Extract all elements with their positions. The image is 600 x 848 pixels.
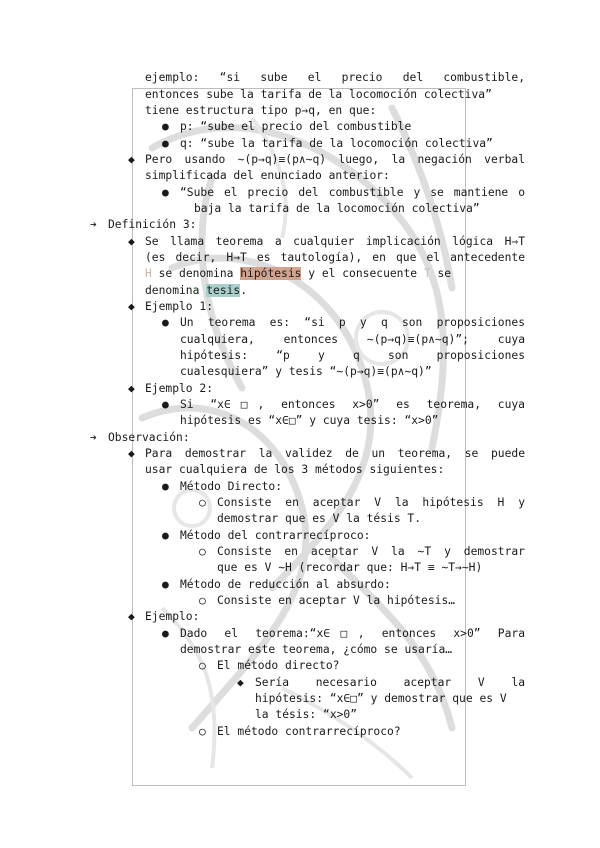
text-line: baja la tarifa de la locomoción colectiva” [194, 202, 480, 215]
antecedent-letter: H [145, 267, 152, 280]
text-line: El método directo? [217, 659, 340, 672]
circle-icon: ○ [199, 725, 206, 738]
diamond-icon: ◆ [237, 676, 244, 689]
example-heading: Ejemplo: [145, 610, 200, 623]
circle-icon: ○ [199, 545, 206, 558]
text-line: hipótesis: “x∈□” y demostrar que es V [255, 692, 507, 705]
text-line: hipótesis es “x∈□” y cuya tesis: “x>0” [180, 414, 439, 427]
bullet-icon: ● [162, 578, 169, 591]
text-line: El método contrarrecíproco? [217, 725, 401, 738]
text-line: hipótesis: “p y q son proposiciones [180, 349, 525, 362]
arrow-icon: ➔ [90, 431, 97, 444]
bullet-icon: ● [162, 120, 169, 133]
circle-icon: ○ [199, 594, 206, 607]
diamond-icon: ◆ [128, 610, 135, 623]
circle-icon: ○ [199, 659, 206, 672]
text-line: Sería necesario aceptar V la [255, 676, 525, 689]
text-line: Consiste en aceptar V la ∼T y demostrar [217, 545, 525, 558]
thesis-highlight: tesis [206, 284, 241, 297]
text-line: Si “x∈□, entonces x>0” es teorema, cuya [180, 398, 525, 411]
text-line: “Sube el precio del combustible y se mantiene o [180, 186, 525, 199]
diamond-icon: ◆ [128, 300, 135, 313]
text-line: demostrar este teorema, ¿cómo se usaría… [180, 643, 453, 656]
bullet-icon: ● [162, 137, 169, 150]
section-heading: Observación: [108, 431, 190, 444]
consequent-letter: T [423, 267, 431, 280]
text-line: denomina tesis. [145, 284, 248, 297]
text-line: ejemplo: “si sube el precio del combustible, [145, 71, 525, 84]
section-heading: Definición 3: [108, 218, 197, 231]
text-line: tiene estructura tipo p→q, en que: [145, 104, 377, 117]
method-heading: Método Directo: [180, 480, 283, 493]
bullet-icon: ● [162, 480, 169, 493]
diamond-icon: ◆ [128, 382, 135, 395]
diamond-icon: ◆ [128, 153, 135, 166]
text-line: Consiste en aceptar V la hipótesis… [217, 594, 456, 607]
bullet-icon: ● [162, 316, 169, 329]
text-line: p: “sube el precio del combustible [180, 120, 412, 133]
method-heading: Método de reducción al absurdo: [180, 578, 391, 591]
diamond-icon: ◆ [128, 447, 135, 460]
bullet-icon: ● [162, 398, 169, 411]
text-line: cualquiera, entonces ∼(p→q)≡(p∧∼q)”; cuya [180, 333, 525, 346]
text-line: Se llama teorema a cualquier implicación lógica H⇒T [145, 235, 525, 248]
text-line: q: “sube la tarifa de la locomoción colectiva” [180, 137, 493, 150]
bullet-icon: ● [162, 186, 169, 199]
text-line: Consiste en aceptar V la hipótesis H y [217, 496, 525, 509]
text-line: demostrar que es V la tésis T. [217, 512, 422, 525]
text-line: entonces sube la tarifa de la locomoción colectiva” [145, 88, 492, 101]
text-line: Pero usando ∼(p→q)≡(p∧∼q) luego, la negación verbal [145, 153, 525, 166]
example-heading: Ejemplo 2: [145, 382, 214, 395]
text-line: cualesquiera” y tesis “∼(p→q)≡(p∧∼q)” [180, 365, 432, 378]
text-line: Dado el teorema:“x∈□, entonces x>0” Para [180, 627, 525, 640]
example-heading: Ejemplo 1: [145, 300, 214, 313]
text-line: (es decir, H→T es tautología), en que el antecedente [145, 251, 525, 264]
text-line: Un teorema es: “si p y q son proposiciones [180, 316, 525, 329]
method-heading: Método del contrarrecíproco: [180, 529, 371, 542]
bullet-icon: ● [162, 627, 169, 640]
circle-icon: ○ [199, 496, 206, 509]
diamond-icon: ◆ [128, 235, 135, 248]
bullet-icon: ● [162, 529, 169, 542]
text-line: usar cualquiera de los 3 métodos siguientes: [145, 463, 445, 476]
text-line: la tésis: “x>0” [255, 708, 358, 721]
text-line: H se denomina hipótesis y el consecuente T se [145, 267, 452, 280]
text-line: simplificada del enunciado anterior: [145, 169, 390, 182]
text-line: que es V ∼H (recordar que: H→T ≡ ∼T→∼H) [217, 561, 483, 574]
hypothesis-highlight: hipótesis [240, 267, 302, 280]
text-line: Para demostrar la validez de un teorema, se puede [145, 447, 525, 460]
arrow-icon: ➔ [90, 218, 97, 231]
